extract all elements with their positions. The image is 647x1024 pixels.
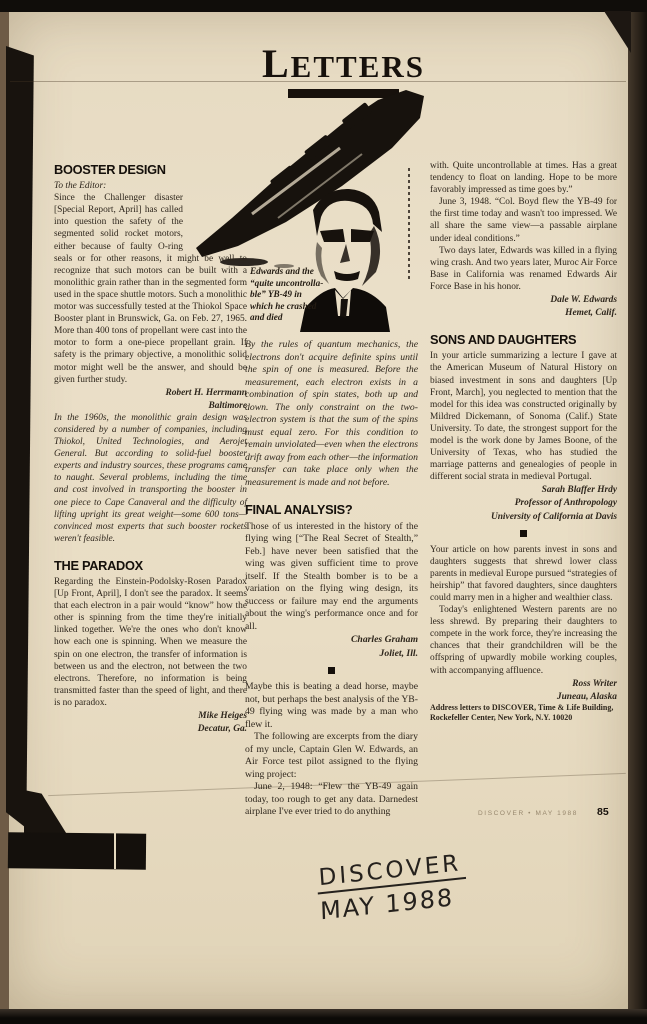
letter-paragraph: June 3, 1948. “Col. Boyd flew the YB-49 for the first time today and wasn't too impressed. We all share the same view—a passable airplane under ideal conditions.”: [430, 197, 617, 244]
section-heading-booster-design: BOOSTER DESIGN: [54, 162, 166, 177]
photo-caption-line: “quite uncontrolla-: [250, 277, 324, 288]
signature-name: Mike Heiges: [198, 711, 247, 722]
letter-paragraph: In your article summarizing a lecture I gave at the American Museum of Natural History on biased investment in sons and daughters [Up Front, March], you neglected to mention that the model for this idea was constructed originally by Mildred Dickemann, of Sonoma (Calif.) State University. To date, the strongest support for the model is the work done by James Boone, of the University of Texas, who has studied the marriage patterns and genealogies of people in different social strata in medieval Portugal.: [430, 351, 617, 483]
section-divider-square: [328, 667, 335, 674]
column-3: [430, 160, 617, 723]
signature-name: Dale W. Edwards: [550, 295, 617, 306]
footer-magazine-date: DISCOVER • MAY 1988: [478, 810, 578, 817]
column-1: [54, 164, 247, 735]
letter-paragraph: June 2, 1948: “Flew the YB-49 again today, too rough to get any data. Darnedest airplane I've ever tried to do anything: [245, 781, 418, 817]
letter-paragraph: The following are excerpts from the diary of my uncle, Captain Glen W. Edwards, an Air Force test pilot assigned to the flying wing project:: [245, 731, 418, 780]
signature-name: Robert H. Herrmann: [165, 387, 247, 398]
letter-paragraph: Your article on how parents invest in sons and daughters suggests that shrewd lower class parents in medieval Europe pursued “strategies of heirship” that favored daughters, since daughters could marry men in a higher and wealthier class.: [430, 544, 617, 603]
scan-edge-top: [0, 0, 647, 12]
photo-caption-line: and died: [250, 312, 283, 323]
photo-credit-vertical: [408, 168, 410, 280]
letter-paragraph: with. Quite uncontrollable at times. Has a great tendency to float on landing. Hope to be more favorably impressed as time goes by.”: [430, 161, 617, 196]
salutation: To the Editor:: [54, 181, 107, 192]
photo-caption-line: Edwards and the: [250, 266, 314, 276]
signature-place: Joliet, Ill.: [379, 647, 418, 659]
photo-caption-line: ble” YB-49 in: [250, 289, 302, 300]
signature-place: Juneau, Alaska: [556, 691, 617, 702]
signature-place: Baltimore: [208, 400, 247, 411]
page-title: LETTERS: [261, 41, 426, 86]
section-divider-square: [520, 530, 527, 537]
section-heading-the-paradox: THE PARADOX: [54, 557, 143, 573]
letter-paragraph: Regarding the Einstein-Podolsky-Rosen Paradox [Up Front, April], I don't see the paradox. It seems that each electron in a pair would “know” how the other is spinning from the time they're initially linked together. We're the ones who don't know how each one is spinning. When we measure the spin on one electron, the transfer of information is between us and the electron, not between the two electrons. Therefore, no information is being transmitted faster than the speed of light, and there is no paradox.: [54, 577, 247, 708]
editor-note: In the 1960s, the monolithic grain design was considered by a number of companies, including Thiokol, United Technologies, and Aerojet General. But according to solid-fuel booster experts and industry sources, these programs came to naught. Several problems, including the time and cost involved in transporting the booster in one piece to Cape Canaveral and the difficulty of lifting upright its great weight—some 600 tons—convinced most experts that such booster rockets weren't feasible.: [54, 412, 247, 544]
letter-paragraph: Today's enlightened Western parents are no less shrewd. By preparing their daughters to compete in the work force, they're increasing the chances that their grandchildren will be the offspring of upwardly mobile working couples, with accompanying affluence.: [430, 605, 617, 676]
letter-paragraph: Two days later, Edwards was killed in a flying wing crash. And two years later, Muroc Air Force Base in California was renamed Edwards Air Force Base in his honor.: [430, 245, 617, 292]
handwritten-title: DISCOVER: [316, 850, 466, 895]
letter-paragraph: Maybe this is beating a dead horse, maybe not, but perhaps the best analysis of the YB-49 flying wing was made by a man who flew it.: [245, 681, 418, 730]
signature-name: Sarah Blaffer Hrdy: [541, 485, 617, 496]
letter-paragraph: Those of us interested in the history of the flying wing [“The Real Secret of Stealth,” Feb.] have never been satisfied that the wing was given sufficient time to prove itself. If the Stealth bomber is to be a variation on the flying wing design, its success or failure may end the arguments about the wing's performance once and for all.: [245, 520, 418, 632]
editor-note: By the rules of quantum mechanics, the electrons don't acquire definite spins until the spin of one is measured. Before the measurement, each electron exists in a combination of spin states, both up and down. The only constraint on the two-electron system is that the sum of the spins must equal zero. For this condition to remain unviolated—even when the electrons drift away from each other—the information transfer can take place only when the measurement is made and not before.: [245, 339, 418, 488]
photo-caption: [250, 266, 338, 324]
scan-ink-blob-bottom-left: [8, 832, 146, 869]
letter-text: Since the Challenger disaster [Special Report, April] has called into question the safety of the segmented solid rocket motors, either because of faulty O-ring seals or for other reasons, it might be well to recognize that such motors can be built with a monolithic grain rather than in the segmented form used in the space shuttle motors. Such a monolithic motor was successfully tested at the Thiokol Space Booster plant in Brunswick, Ga. on Feb. 27, 1965. More than 400 tons of propellant were cast into the motor to form a one-piece propellant grain. If safety is the primary objective, a monolithic solid motor might well be the answer, and should be given further study.: [54, 193, 247, 385]
section-heading-final-analysis: FINAL ANALYSIS?: [245, 502, 353, 517]
signature-place: Hemet, Calif.: [565, 308, 617, 319]
photo-wrap-spacer: [187, 214, 247, 250]
scan-edge-right: [628, 0, 647, 1024]
signature-name: Charles Graham: [350, 634, 418, 645]
handwritten-date: MAY 1988: [319, 883, 455, 926]
signature-name: Ross Writer: [572, 678, 617, 689]
section-heading-sons-and-daughters: SONS AND DAUGHTERS: [430, 332, 577, 348]
footer-page-number: 85: [597, 806, 609, 818]
scan-ink-blob-gap: [114, 833, 116, 869]
scan-edge-bottom: [0, 1009, 647, 1024]
photo-caption-line: which he crashed: [250, 300, 317, 311]
signature-place: Decatur, Ga.: [197, 724, 247, 735]
letter-paragraph: [54, 192, 247, 386]
signature-affiliation: University of California at Davis: [490, 511, 617, 522]
signature-title: Professor of Anthropology: [514, 498, 617, 509]
column-2: [245, 339, 418, 819]
address-note: Address letters to DISCOVER, Time & Life Building, Rockefeller Center, New York, N.Y. 10020: [430, 702, 614, 722]
